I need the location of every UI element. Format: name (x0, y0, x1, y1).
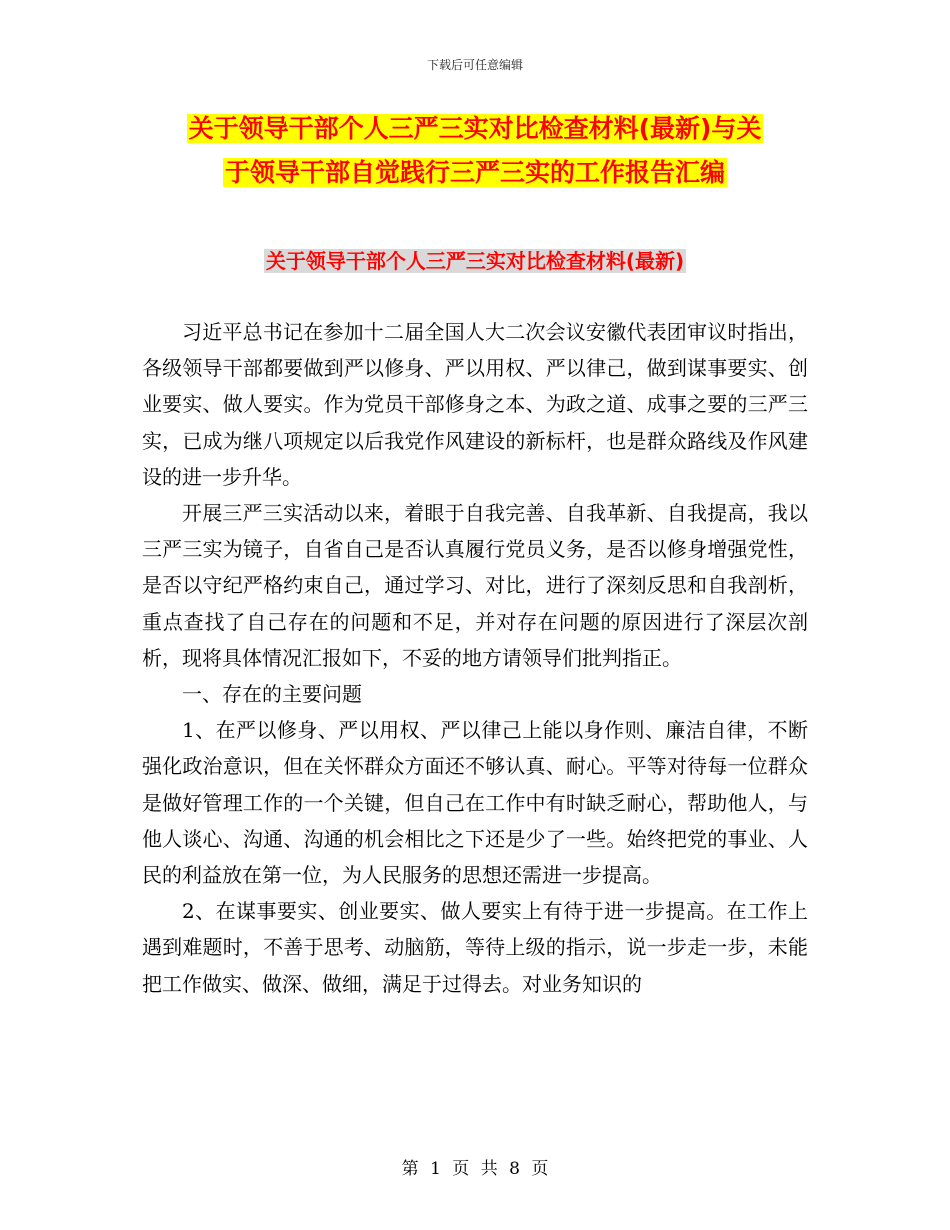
document-title-line-1 (0, 108, 950, 150)
document-title-line-2 (0, 152, 950, 194)
body-paragraph-2: 开展三严三实活动以来，着眼于自我完善、自我革新、自我提高，我以三严三实为镜子，自省自己是否认真履行党员义务，是否以修身增强党性，是否以守纪严格约束自己，通过学习、对比，进行了深刻反思和自我剖析，重点查找了自己存在的问题和不足，并对存在问题的原因进行了深层次剖析，现将具体情况汇报如下，不妥的地方请领导们批判指正。 (142, 501, 808, 670)
body-paragraph-3: 1、在严以修身、严以用权、严以律己上能以身作则、廉洁自律，不断强化政治意识，但在关怀群众方面还不够认真、耐心。平等对待每一位群众是做好管理工作的一个关键，但自己在工作中有时缺乏耐心，帮助他人，与他人谈心、沟通、沟通的机会相比之下还是少了一些。始终把党的事业、人民的利益放在第一位，为人民服务的思想还需进一步提高。 (142, 718, 808, 888)
section-title (0, 244, 950, 278)
body-paragraph-4: 2、在谋事要实、创业要实、做人要实上有待于进一步提高。在工作上遇到难题时，不善于思考、动脑筋，等待上级的指示，说一步走一步，未能把工作做实、做深、做细，满足于过得去。对业务知识的 (142, 899, 808, 996)
document-title-line-1-text: 关于领导干部个人三严三实对比检查材料(最新)与关 (188, 114, 762, 143)
body-paragraph-1: 习近平总书记在参加十二届全国人大二次会议安徽代表团审议时指出，各级领导干部都要做到严以修身、严以用权、严以律己，做到谋事要实、创业要实、做人要实。作为党员干部修身之本、为政之道、成事之要的三严三实，已成为继八项规定以后我党作风建设的新标杆，也是群众路线及作风建设的进一步升华。 (142, 320, 808, 489)
section-title-text: 关于领导干部个人三严三实对比检查材料(最新) (265, 249, 685, 273)
header-note: 下载后可任意编辑 (426, 58, 523, 72)
document-title-line-2-text: 于领导干部自觉践行三严三实的工作报告汇编 (224, 158, 725, 187)
page-footer: 第 1 页 共 8 页 (401, 1159, 549, 1179)
body-heading-problems: 一、存在的主要问题 (182, 682, 362, 707)
document-body (142, 314, 808, 1002)
